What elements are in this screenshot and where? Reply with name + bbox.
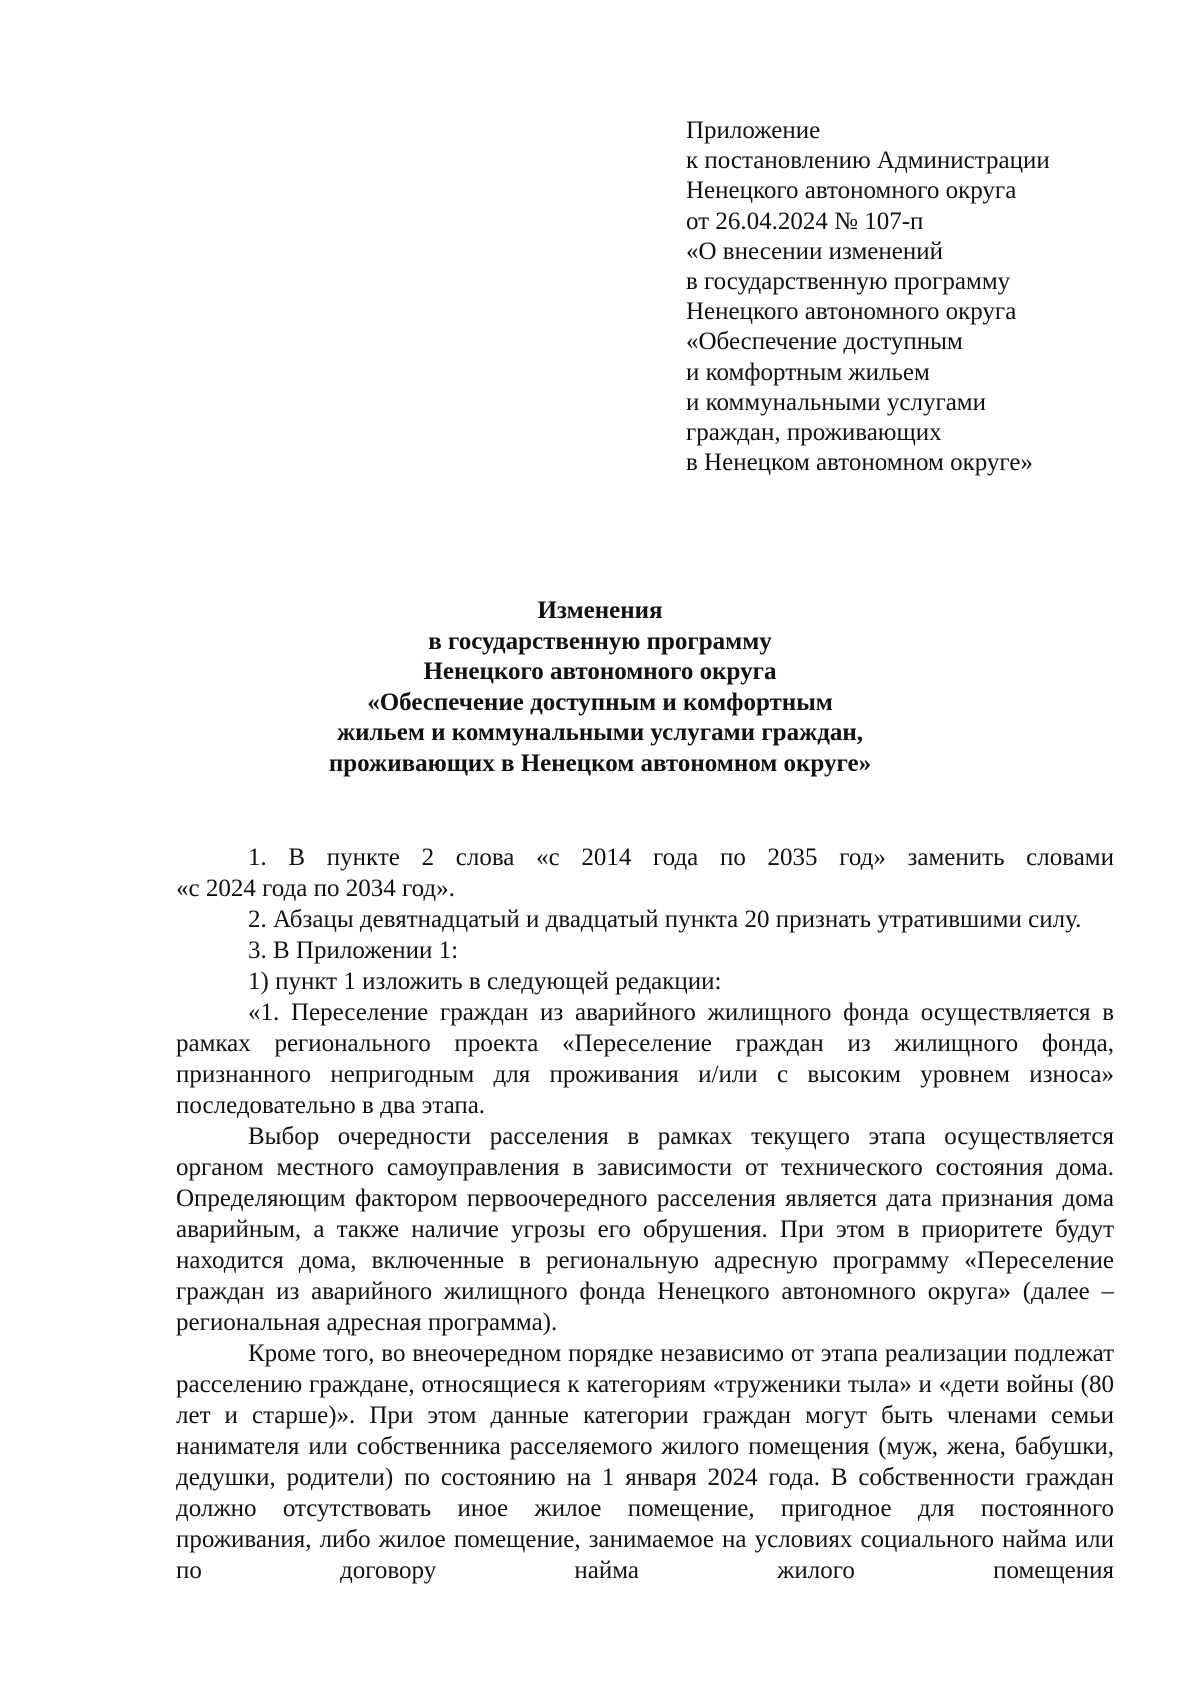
title-line: жильем и коммунальными услугами граждан,: [336, 719, 863, 746]
title-line: в государственную программу: [428, 627, 772, 655]
document-title: [160, 596, 1040, 779]
appendix-line: в Ненецком автономном округе»: [686, 449, 1033, 477]
appendix-line: Ненецкого автономного округа: [686, 298, 1017, 326]
title-line: «Обеспечение доступным и комфортным: [367, 688, 833, 716]
item-2: 2. Абзацы девятнадцатый и двадцатый пункта 20 признать утратившими силу.: [248, 906, 1082, 933]
item-1-line-1: 1. В пункте 2 слова «с 2014 года по 2035 год» заменить словами: [248, 844, 1114, 871]
appendix-line: к постановлению Администрации: [686, 147, 1050, 175]
appendix-line: от 26.04.2024 № 107-п: [686, 207, 924, 235]
item-1-line-2: «с 2024 года по 2034 год».: [176, 875, 455, 902]
appendix-line: и коммунальными услугами: [686, 388, 986, 416]
appendix-line: Ненецкого автономного округа: [686, 177, 1017, 205]
appendix-line: Приложение: [686, 117, 821, 144]
item-3: 3. В Приложении 1:: [248, 937, 459, 964]
title-line: Ненецкого автономного округа: [423, 658, 777, 685]
title-line: Изменения: [537, 597, 663, 624]
appendix-line: и комфортным жильем: [686, 358, 930, 386]
title-line: проживающих в Ненецком автономном округе»: [328, 749, 872, 777]
appendix-line: «О внесении изменений: [686, 237, 944, 265]
item-3-subitem-1: 1) пункт 1 изложить в следующей редакции:: [248, 968, 722, 995]
appendix-line: в государственную программу: [686, 268, 1011, 296]
appendix-line: «Обеспечение доступным: [686, 328, 963, 356]
document-body: [176, 842, 1114, 1586]
paragraph-resettlement-stages: «1. Переселение граждан из аварийного жилищного фонда осуществляется в рамках регионального проекта «Переселение граждан из жилищного фонда, признанного непригодным для проживания и/или с высоким уровнем износа» последовательно в два этапа.: [176, 999, 1114, 1119]
appendix-line: граждан, проживающих: [686, 419, 942, 447]
paragraph-extraordinary-resettlement: Кроме того, во внеочередном порядке независимо от этапа реализации подлежат расселению граждане, относящиеся к категориям «труженики тыла» и «дети войны (80 лет и старше)». При этом данные категории граждан могут быть членами семьи нанимателя или собственника расселяемого жилого помещения (муж, жена, бабушки, дедушки, родители) по состоянию на 1 января 2024 года. В собственности граждан должно отсутствовать иное жилое помещение, пригодное для постоянного проживания, либо жилое помещение, занимаемое на условиях социального найма или по договору найма жилого помещения: [176, 1340, 1114, 1584]
appendix-block: [686, 116, 1050, 478]
paragraph-resettlement-order: Выбор очередности расселения в рамках текущего этапа осуществляется органом местного самоуправления в зависимости от технического состояния дома. Определяющим фактором первоочередного расселения является дата признания дома аварийным, а также наличие угрозы его обрушения. При этом в приоритете будут находится дома, включенные в региональную адресную программу «Переселение граждан из аварийного жилищного фонда Ненецкого автономного округа» (далее – региональная адресная программа).: [176, 1123, 1114, 1336]
